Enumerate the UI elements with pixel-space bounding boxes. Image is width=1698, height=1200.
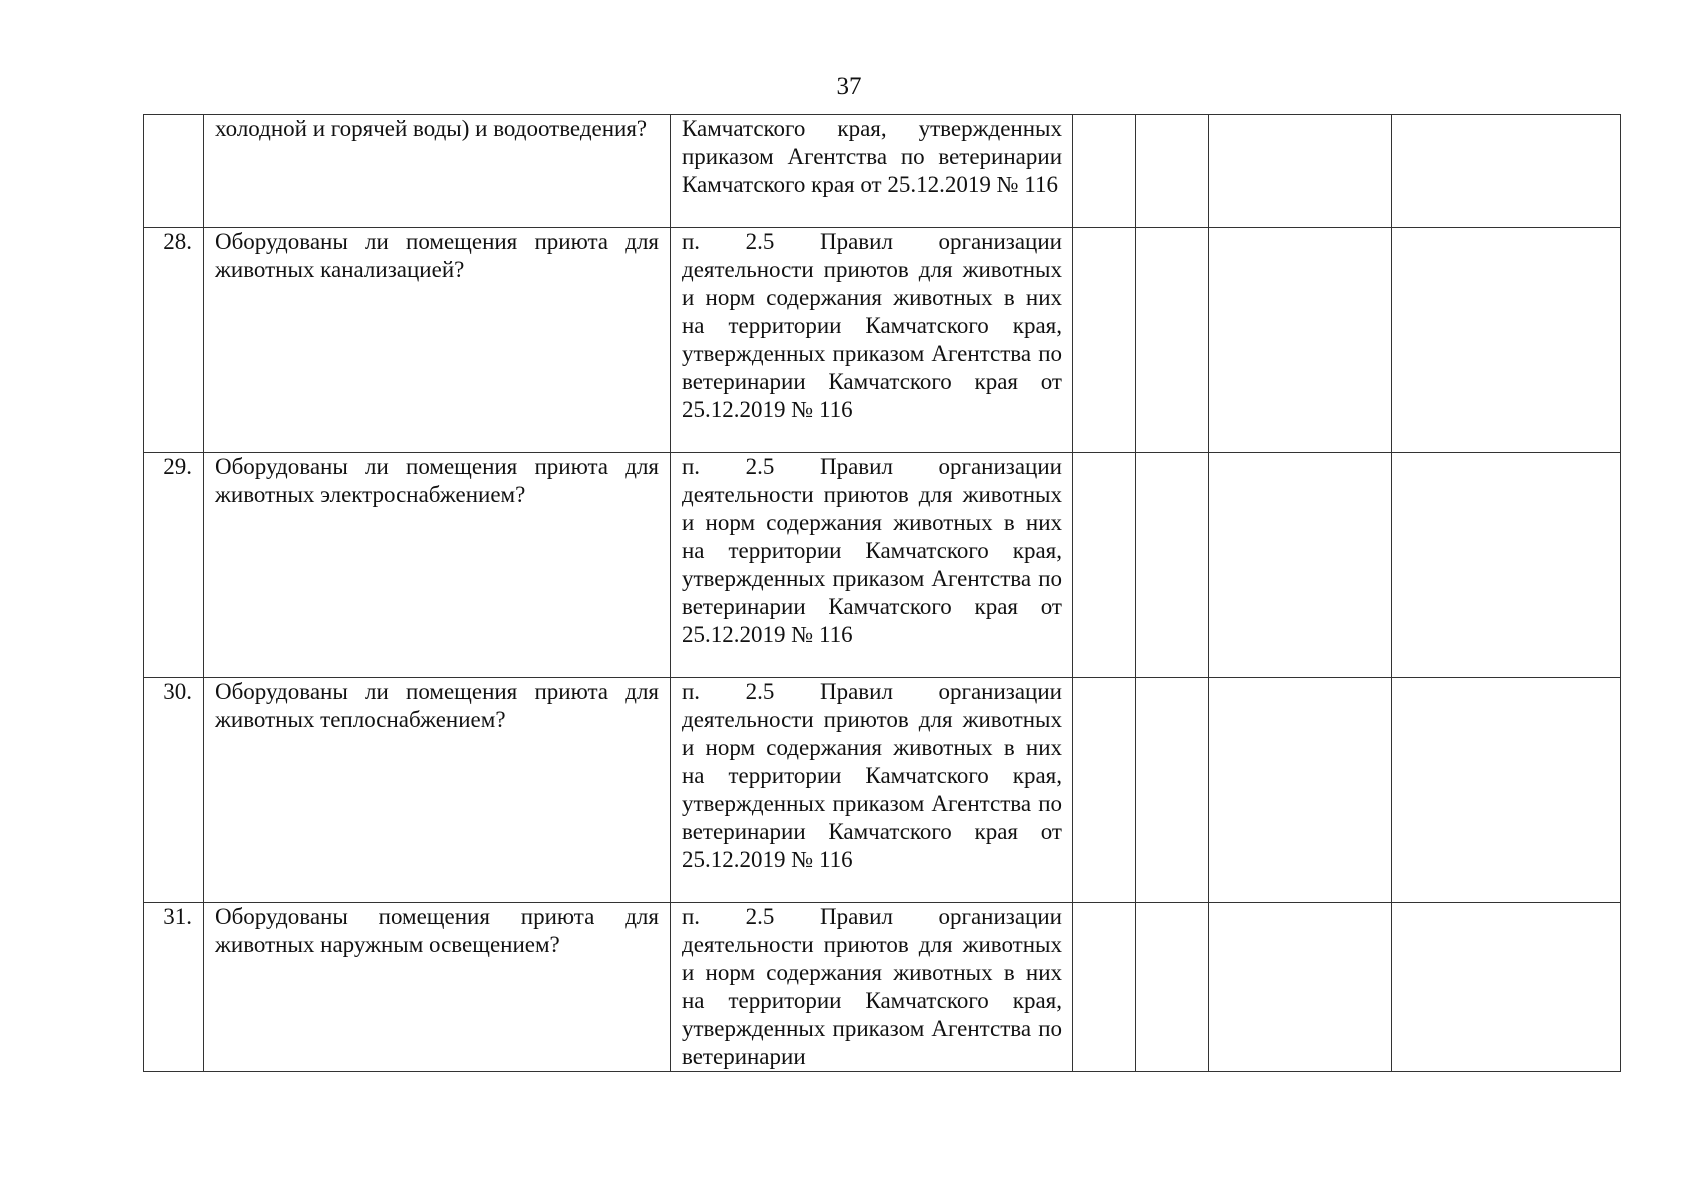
note-cell (1392, 678, 1621, 903)
table-row (144, 678, 1621, 903)
answer-yes-cell (1073, 115, 1136, 228)
question-cell: холодной и горячей воды) и водоотведения? (204, 115, 671, 228)
not-applicable-cell (1209, 228, 1392, 453)
not-applicable-cell (1209, 115, 1392, 228)
note-cell (1392, 453, 1621, 678)
question-cell: Оборудованы ли помещения приюта для животных канализацией? (204, 228, 671, 453)
answer-yes-cell (1073, 453, 1136, 678)
row-number: 29. (144, 453, 204, 678)
question-cell: Оборудованы ли помещения приюта для животных теплоснабжением? (204, 678, 671, 903)
reference-cell: п. 2.5 Правил организации деятельности приютов для животных и норм содержания животных в них на территории Камчатского края, утвержденных приказом Агентства по ветеринарии Камчатского края от 25.12.2019 № 116 (671, 678, 1073, 903)
question-cell: Оборудованы ли помещения приюта для животных электроснабжением? (204, 453, 671, 678)
row-number (144, 115, 204, 228)
answer-no-cell (1136, 678, 1209, 903)
reference-cell: п. 2.5 Правил организации деятельности приютов для животных и норм содержания животных в них на территории Камчатского края, утвержденных приказом Агентства по ветеринарии (671, 903, 1073, 1072)
question-cell: Оборудованы помещения приюта для животных наружным освещением? (204, 903, 671, 1072)
checklist-table (143, 114, 1621, 1072)
note-cell (1392, 903, 1621, 1072)
note-cell (1392, 115, 1621, 228)
answer-no-cell (1136, 228, 1209, 453)
not-applicable-cell (1209, 678, 1392, 903)
table-row (144, 228, 1621, 453)
row-number: 31. (144, 903, 204, 1072)
table-row (144, 453, 1621, 678)
answer-yes-cell (1073, 678, 1136, 903)
table-row (144, 903, 1621, 1072)
note-cell (1392, 228, 1621, 453)
answer-yes-cell (1073, 228, 1136, 453)
answer-no-cell (1136, 903, 1209, 1072)
reference-cell: п. 2.5 Правил организации деятельности приютов для животных и норм содержания животных в них на территории Камчатского края, утвержденных приказом Агентства по ветеринарии Камчатского края от 25.12.2019 № 116 (671, 228, 1073, 453)
row-number: 30. (144, 678, 204, 903)
answer-no-cell (1136, 453, 1209, 678)
row-number: 28. (144, 228, 204, 453)
not-applicable-cell (1209, 453, 1392, 678)
reference-cell: п. 2.5 Правил организации деятельности приютов для животных и норм содержания животных в них на территории Камчатского края, утвержденных приказом Агентства по ветеринарии Камчатского края от 25.12.2019 № 116 (671, 453, 1073, 678)
reference-cell: Камчатского края, утвержденных приказом Агентства по ветеринарии Камчатского края от 25.12.2019 № 116 (671, 115, 1073, 228)
page-number: 37 (836, 73, 862, 100)
answer-yes-cell (1073, 903, 1136, 1072)
not-applicable-cell (1209, 903, 1392, 1072)
table-row (144, 115, 1621, 228)
answer-no-cell (1136, 115, 1209, 228)
